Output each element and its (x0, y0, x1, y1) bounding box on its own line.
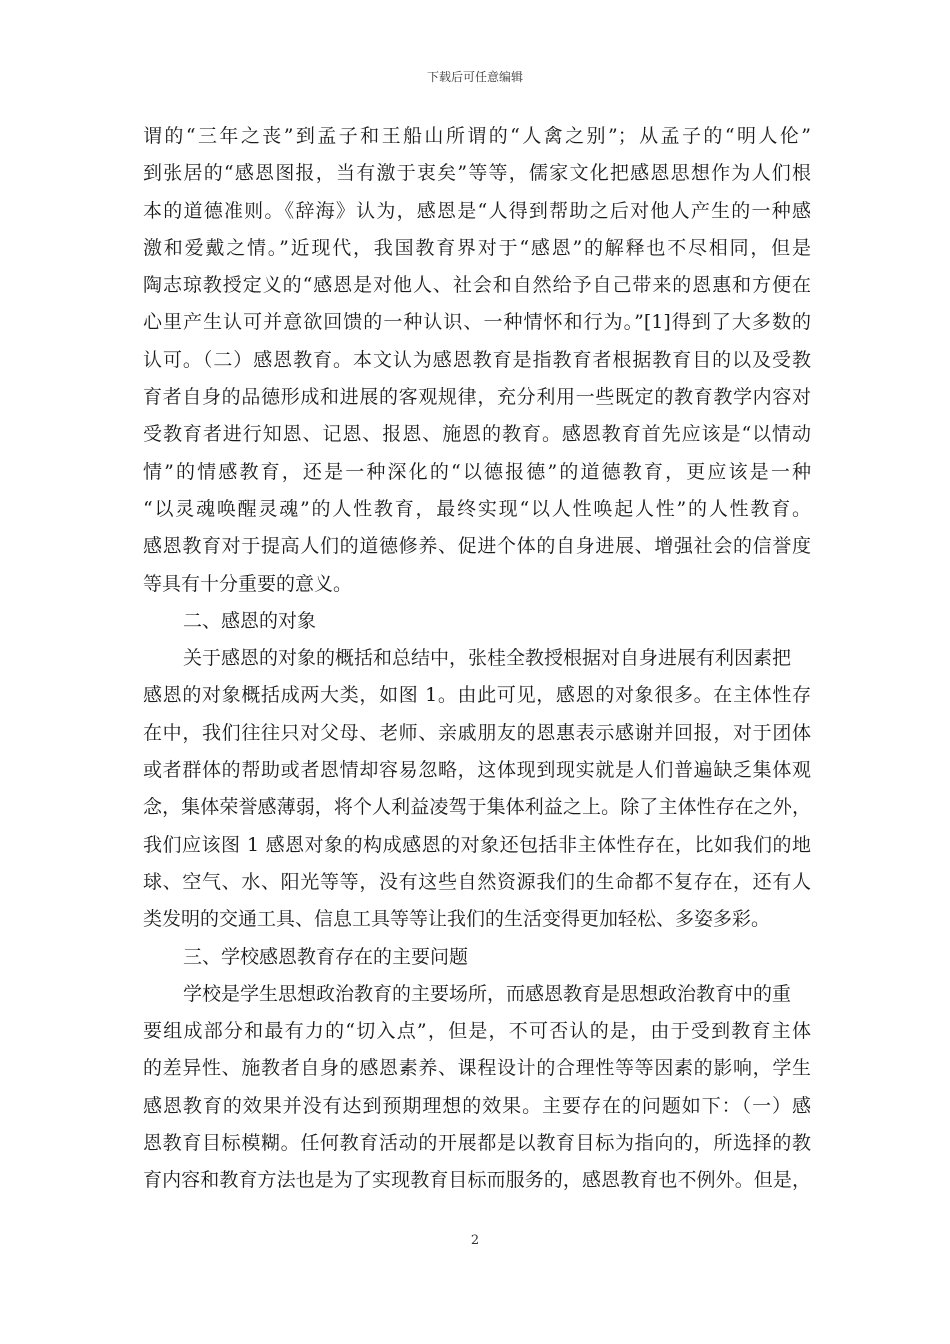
text-line: 心里产生认可并意欲回馈的一种认识、一种情怀和行为。”[1]得到了大多数的 (143, 311, 811, 334)
text-line: 感恩的对象概括成两大类，如图 1。由此可见，感恩的对象很多。在主体性存 (143, 684, 811, 707)
text-line: 受教育者进行知恩、记恩、报恩、施恩的教育。感恩教育首先应该是“以情动 (143, 423, 811, 446)
text-line: “以灵魂唤醒灵魂”的人性教育，最终实现“以人性唤起人性”的人性教育。 (143, 497, 811, 520)
text-line: 到张居的“感恩图报，当有激于衷矣”等等，儒家文化把感恩思想作为人们根 (143, 162, 811, 185)
text-line: 育者自身的品德形成和进展的客观规律，充分利用一些既定的教育教学内容对 (143, 386, 811, 409)
text-line: 情”的情感教育，还是一种深化的“以德报德”的道德教育，更应该是一种 (143, 460, 811, 483)
text-line: 我们应该图 1 感恩对象的构成感恩的对象还包括非主体性存在，比如我们的地 (143, 833, 811, 856)
page-number: 2 (470, 1233, 480, 1248)
text-line: 育内容和教育方法也是为了实现教育目标而服务的，感恩教育也不例外。但是， (143, 1169, 811, 1192)
page-header: 下载后可任意编辑 (426, 70, 523, 84)
text-line: 或者群体的帮助或者恩情却容易忽略，这体现到现实就是人们普遍缺乏集体观 (143, 759, 811, 782)
text-line: 学校是学生思想政治教育的主要场所，而感恩教育是思想政治教育中的重 (183, 982, 792, 1005)
section-heading: 三、学校感恩教育存在的主要问题 (183, 945, 469, 968)
text-line: 认可。（二）感恩教育。本文认为感恩教育是指教育者根据教育目的以及受教 (143, 348, 811, 371)
text-line: 谓的“三年之丧”到孟子和王船山所谓的“人禽之别”；从孟子的“明人伦” (143, 125, 811, 147)
text-line: 激和爱戴之情。”近现代，我国教育界对于“感恩”的解释也不尽相同，但是 (143, 236, 811, 259)
text-line: 在中，我们往往只对父母、老师、亲戚朋友的恩惠表示感谢并回报，对于团体 (143, 721, 811, 744)
text-line: 要组成部分和最有力的“切入点”，但是，不可否认的是，由于受到教育主体 (143, 1020, 811, 1043)
text-line: 陶志琼教授定义的“感恩是对他人、社会和自然给予自己带来的恩惠和方便在 (143, 274, 811, 297)
section-heading: 二、感恩的对象 (183, 609, 317, 632)
text-line: 本的道德准则。《辞海》认为，感恩是“人得到帮助之后对他人产生的一种感 (143, 199, 811, 222)
text-line: 的差异性、施教者自身的感恩素养、课程设计的合理性等等因素的影响，学生 (143, 1057, 811, 1080)
text-line: 等具有十分重要的意义。 (143, 572, 353, 595)
text-line: 球、空气、水、阳光等等，没有这些自然资源我们的生命都不复存在，还有人 (143, 870, 811, 893)
text-line: 念，集体荣誉感薄弱，将个人利益凌驾于集体利益之上。除了主体性存在之外， (143, 796, 811, 819)
text-line: 关于感恩的对象的概括和总结中，张桂全教授根据对自身进展有利因素把 (183, 647, 792, 670)
text-line: 恩教育目标模糊。任何教育活动的开展都是以教育目标为指向的，所选择的教 (143, 1132, 811, 1155)
text-line: 感恩教育对于提高人们的道德修养、促进个体的自身进展、增强社会的信誉度 (143, 535, 811, 558)
text-line: 感恩教育的效果并没有达到预期理想的效果。主要存在的问题如下：（一）感 (143, 1094, 811, 1117)
text-line: 类发明的交通工具、信息工具等等让我们的生活变得更加轻松、多姿多彩。 (143, 908, 771, 931)
body-text (143, 118, 811, 1200)
